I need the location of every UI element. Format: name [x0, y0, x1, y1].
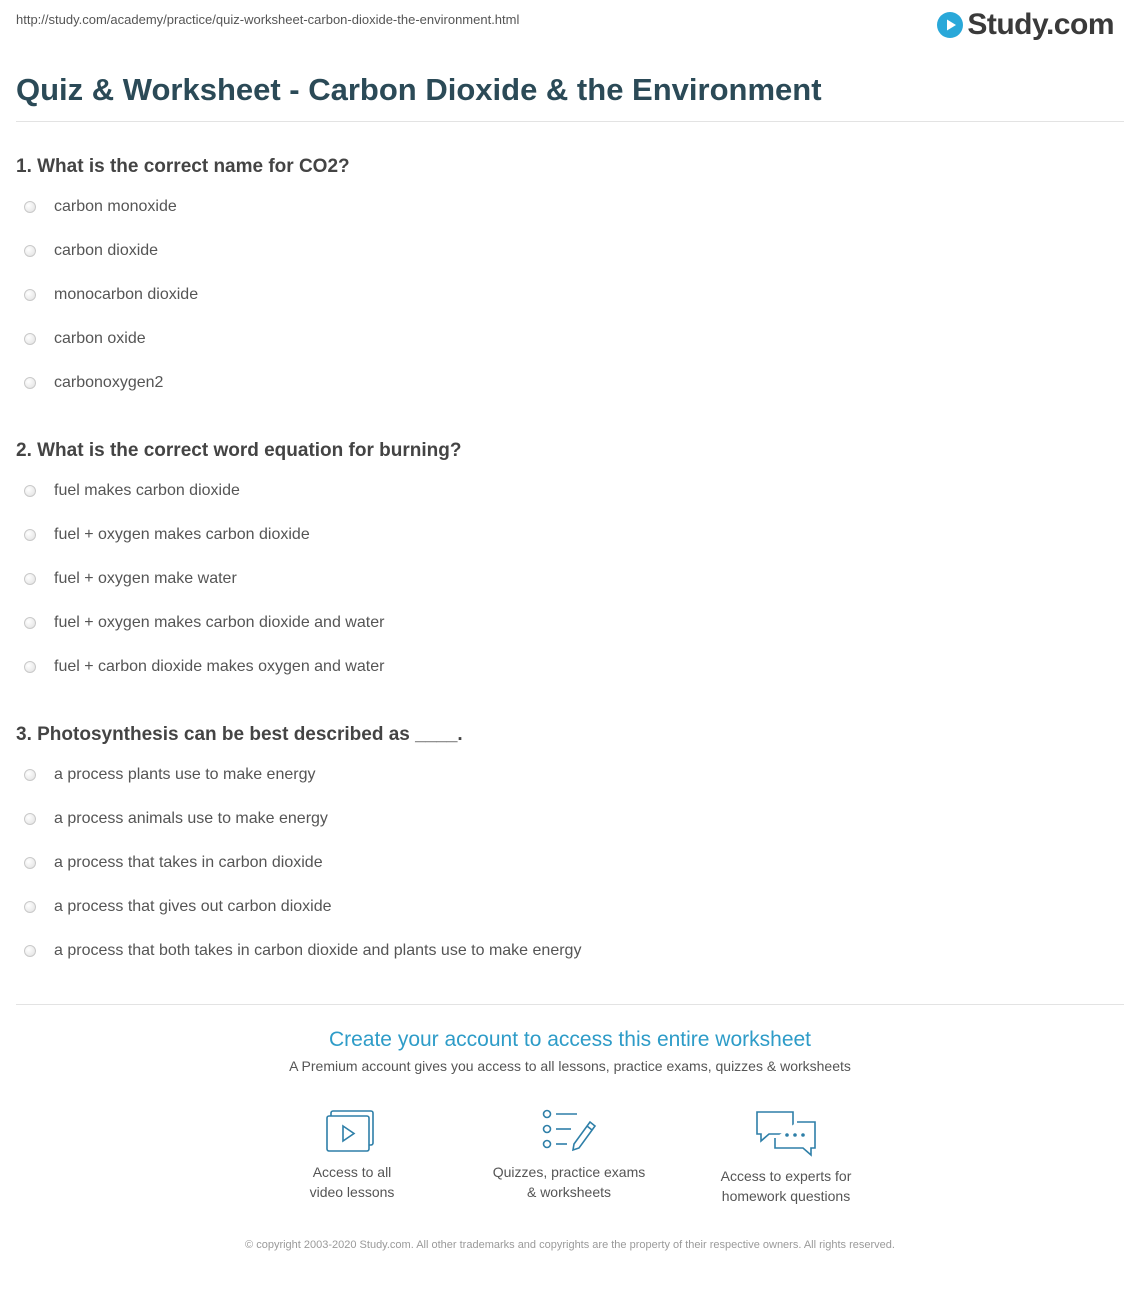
option-label: fuel + carbon dioxide makes oxygen and water [54, 658, 385, 675]
option-label: fuel + oxygen make water [54, 570, 237, 587]
answer-option[interactable] [16, 473, 1124, 517]
radio-button[interactable] [24, 901, 36, 913]
create-account-link[interactable]: Create your account to access this entire worksheet [328, 1028, 812, 1051]
option-label: fuel + oxygen makes carbon dioxide [54, 526, 310, 543]
option-label: a process that both takes in carbon dioxide and plants use to make energy [54, 942, 582, 959]
radio-button[interactable] [24, 769, 36, 781]
option-label: a process that gives out carbon dioxide [54, 898, 332, 915]
radio-button[interactable] [24, 661, 36, 673]
page-title: Quiz & Worksheet - Carbon Dioxide & the Environment [16, 72, 822, 107]
answer-option[interactable] [16, 801, 1124, 845]
radio-button[interactable] [24, 245, 36, 257]
question-3 [16, 721, 1124, 977]
radio-button[interactable] [24, 529, 36, 541]
question-text: 1. What is the correct name for CO2? [16, 156, 350, 177]
question-text: 3. Photosynthesis can be best described as ____. [16, 724, 463, 745]
answer-options [16, 473, 1124, 693]
answer-option[interactable] [16, 845, 1124, 889]
option-label: a process animals use to make energy [54, 810, 328, 827]
feature-label: Quizzes, practice exams & worksheets [492, 1164, 646, 1200]
option-label: carbonoxygen2 [54, 374, 164, 391]
radio-button[interactable] [24, 333, 36, 345]
answer-option[interactable] [16, 277, 1124, 321]
feature-video-lessons [252, 1108, 452, 1202]
option-label: carbon oxide [54, 330, 146, 347]
option-label: fuel makes carbon dioxide [54, 482, 240, 499]
question-2 [16, 437, 1124, 693]
answer-option[interactable] [16, 365, 1124, 409]
answer-option[interactable] [16, 889, 1124, 933]
radio-button[interactable] [24, 201, 36, 213]
feature-experts [686, 1108, 886, 1206]
option-label: carbon dioxide [54, 242, 159, 259]
answer-option[interactable] [16, 933, 1124, 977]
copyright-notice: © copyright 2003-2020 Study.com. All other trademarks and copyrights are the property of their respective owners. All rights reserved. [245, 1239, 895, 1251]
answer-option[interactable] [16, 321, 1124, 365]
question-1 [16, 153, 1124, 409]
expert-chat-icon [753, 1108, 819, 1158]
answer-options [16, 757, 1124, 977]
option-label: carbon monoxide [54, 198, 177, 215]
feature-label: Access to experts for homework questions [720, 1168, 852, 1204]
radio-button[interactable] [24, 573, 36, 585]
page-url: http://study.com/academy/practice/quiz-worksheet-carbon-dioxide-the-environment.html [16, 12, 520, 27]
radio-button[interactable] [24, 945, 36, 957]
title-divider [16, 121, 1124, 122]
answer-option[interactable] [16, 649, 1124, 693]
cta-divider [16, 1004, 1124, 1005]
answer-option[interactable] [16, 517, 1124, 561]
radio-button[interactable] [24, 857, 36, 869]
feature-label: Access to all video lessons [309, 1164, 395, 1200]
play-icon [936, 11, 964, 39]
answer-option[interactable] [16, 605, 1124, 649]
option-label: fuel + oxygen makes carbon dioxide and water [54, 614, 385, 631]
feature-quizzes [469, 1108, 669, 1202]
logo-text: Study.com [967, 8, 1114, 41]
answer-option[interactable] [16, 757, 1124, 801]
option-label: a process plants use to make energy [54, 766, 316, 783]
radio-button[interactable] [24, 617, 36, 629]
study-logo[interactable] [936, 8, 1114, 42]
answer-option[interactable] [16, 233, 1124, 277]
option-label: monocarbon dioxide [54, 286, 199, 303]
radio-button[interactable] [24, 813, 36, 825]
option-label: a process that takes in carbon dioxide [54, 854, 323, 871]
video-lesson-icon [325, 1108, 379, 1154]
answer-options [16, 189, 1124, 409]
answer-option[interactable] [16, 561, 1124, 605]
cta-subtitle: A Premium account gives you access to all lessons, practice exams, quizzes & worksheets [289, 1058, 851, 1074]
quiz-checklist-icon [541, 1108, 597, 1154]
question-text: 2. What is the correct word equation for burning? [16, 440, 462, 461]
radio-button[interactable] [24, 289, 36, 301]
radio-button[interactable] [24, 485, 36, 497]
radio-button[interactable] [24, 377, 36, 389]
answer-option[interactable] [16, 189, 1124, 233]
